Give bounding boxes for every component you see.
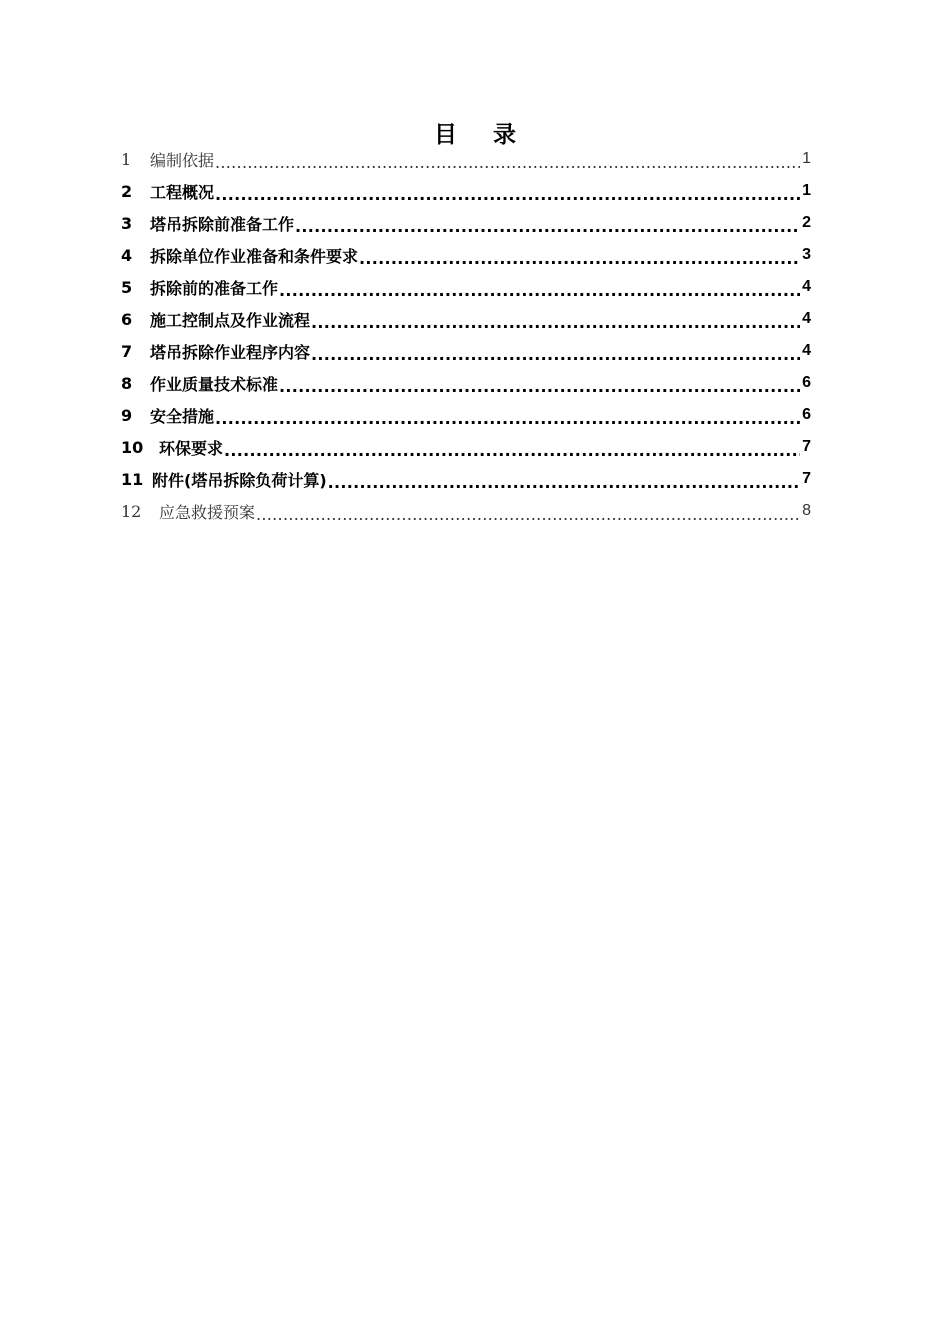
toc-entry-10[interactable]	[121, 431, 811, 463]
toc-page-number: 8	[802, 502, 811, 519]
toc-entry-3[interactable]	[121, 207, 811, 239]
toc-entry-11[interactable]	[121, 463, 811, 495]
toc-label: 应急救援预案	[159, 502, 256, 522]
toc-entry-7[interactable]	[121, 335, 811, 367]
toc-page-number: 4	[802, 278, 811, 295]
toc-page-number: 7	[802, 470, 811, 487]
toc-number: 1	[121, 149, 132, 169]
toc-page-number: 6	[802, 374, 811, 391]
toc-label: 作业质量技术标准	[150, 374, 279, 394]
toc-page-number: 1	[802, 182, 811, 199]
toc-label: 编制依据	[150, 150, 215, 170]
toc-page-number: 2	[802, 214, 811, 231]
toc-page-number: 1	[802, 150, 811, 167]
toc-label: 安全措施	[150, 406, 215, 426]
toc-label: 附件(塔吊拆除负荷计算)	[152, 470, 327, 490]
toc-label: 拆除前的准备工作	[150, 278, 279, 298]
toc-leader-dots	[215, 158, 800, 175]
toc-label: 塔吊拆除前准备工作	[150, 214, 295, 234]
toc-label: 塔吊拆除作业程序内容	[150, 342, 311, 362]
toc-entry-4[interactable]	[121, 239, 811, 271]
toc-number: 6	[121, 309, 133, 329]
toc-number: 3	[121, 213, 133, 233]
toc-page-number: 7	[802, 438, 811, 455]
toc-leader-dots	[311, 350, 800, 367]
toc-number: 11	[121, 469, 144, 489]
toc-leader-dots	[224, 446, 800, 463]
toc-page-number: 3	[802, 246, 811, 263]
toc-number: 10	[121, 437, 144, 457]
toc-number: 9	[121, 405, 133, 425]
toc-entry-12[interactable]	[121, 495, 811, 527]
toc-number: 4	[121, 245, 133, 265]
toc-leader-dots	[279, 286, 800, 303]
toc-number: 7	[121, 341, 133, 361]
toc-entry-8[interactable]	[121, 367, 811, 399]
page-title: 目 录	[433, 122, 530, 148]
toc-number: 8	[121, 373, 133, 393]
toc-number: 2	[121, 181, 133, 201]
toc-leader-dots	[328, 478, 800, 495]
toc-label: 施工控制点及作业流程	[150, 310, 311, 330]
toc-leader-dots	[359, 254, 800, 271]
toc-label: 环保要求	[159, 438, 224, 458]
toc-entry-6[interactable]	[121, 303, 811, 335]
toc-number: 12	[121, 501, 142, 521]
toc-page-number: 4	[802, 342, 811, 359]
toc-leader-dots	[215, 414, 800, 431]
toc-label: 工程概况	[150, 182, 215, 202]
toc-number: 5	[121, 277, 133, 297]
toc-page-number: 4	[802, 310, 811, 327]
toc-leader-dots	[311, 318, 800, 335]
toc-leader-dots	[256, 510, 800, 527]
toc-leader-dots	[295, 222, 800, 239]
toc-entry-5[interactable]	[121, 271, 811, 303]
table-of-contents	[121, 143, 811, 527]
toc-leader-dots	[215, 190, 800, 207]
toc-entry-9[interactable]	[121, 399, 811, 431]
toc-page-number: 6	[802, 406, 811, 423]
toc-entry-1[interactable]	[121, 143, 811, 175]
toc-leader-dots	[279, 382, 800, 399]
toc-label: 拆除单位作业准备和条件要求	[150, 246, 359, 266]
toc-entry-2[interactable]	[121, 175, 811, 207]
